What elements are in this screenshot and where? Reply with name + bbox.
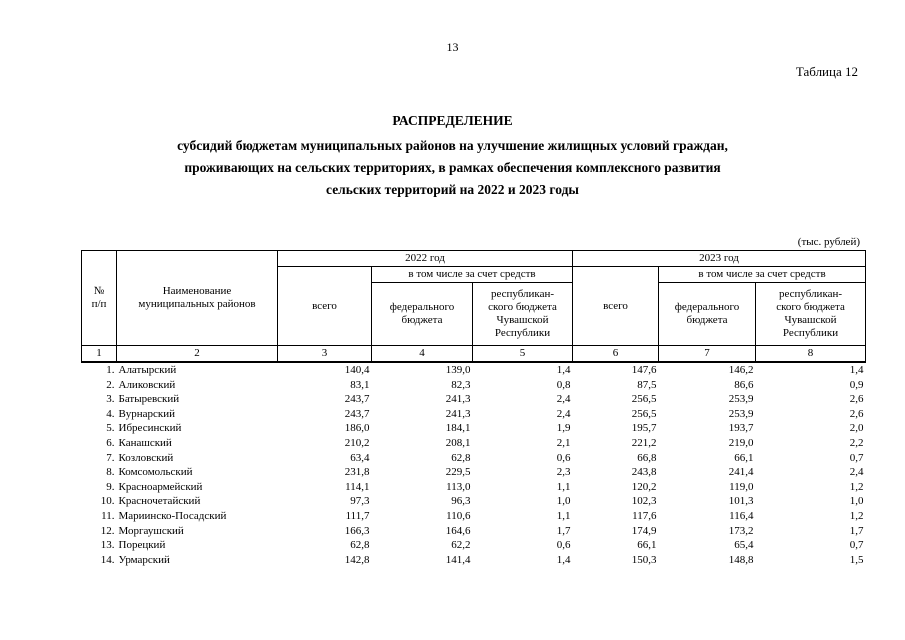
district-name: Канашский [118,436,172,449]
table-row [82,362,866,378]
cell-federal-2022: 113,0 [446,480,471,493]
district-name: Вурнарский [118,407,175,420]
column-number: 7 [659,346,756,363]
header-republic-2023: республикан- ского бюджета Чувашской Республики [756,283,866,346]
column-number: 5 [473,346,573,363]
district-name: Батыревский [118,393,180,406]
district-name: Ибресинский [118,422,182,435]
cell-total-2022: 243,7 [344,393,370,406]
cell-total-2022: 97,3 [350,495,370,508]
cell-federal-2023: 116,4 [729,509,754,522]
row-number: 10. [100,495,115,508]
cell-federal-2023: 66,1 [734,451,754,464]
cell-republic-2022: 2,3 [556,466,571,479]
cell-federal-2022: 229,5 [445,466,471,479]
table-row [82,407,866,422]
header-total-2023: всего [573,267,659,346]
cell-republic-2022: 1,9 [556,422,571,435]
cell-republic-2022: 2,4 [556,407,571,420]
cell-total-2023: 66,8 [637,451,657,464]
cell-total-2023: 147,6 [631,364,657,376]
cell-republic-2022: 0,8 [556,378,571,391]
cell-federal-2023: 173,2 [728,524,754,537]
cell-republic-2023: 2,2 [849,436,864,449]
header-year-2023: 2023 год [573,251,866,267]
cell-republic-2023: 0,9 [849,378,864,391]
header-including-2022: в том числе за счет средств [372,267,573,283]
header-republic-2022: республикан- ского бюджета Чувашской Республики [473,283,573,346]
cell-total-2022: 231,8 [344,466,370,479]
page-number: 13 [446,40,459,54]
row-number: 9. [106,480,115,493]
document-title [0,113,905,201]
cell-republic-2022: 2,4 [556,393,571,406]
table-row [82,392,866,407]
subsidy-table [81,250,866,567]
cell-federal-2022: 208,1 [445,436,471,449]
cell-federal-2023: 253,9 [728,393,754,406]
district-name: Козловский [118,451,174,464]
cell-total-2022: 114,1 [345,480,370,493]
cell-total-2022: 243,7 [344,407,370,420]
cell-total-2022: 62,8 [350,539,370,552]
cell-federal-2022: 241,3 [445,407,471,420]
title-line-1: субсидий бюджетам муниципальных районов на улучшение жилищных условий граждан, [177,138,728,153]
cell-total-2023: 195,7 [631,422,657,435]
cell-republic-2022: 1,4 [556,553,571,566]
table-row [82,465,866,480]
cell-federal-2022: 141,4 [445,553,471,566]
cell-total-2023: 87,5 [637,378,657,391]
title-line-2: проживающих на сельских территориях, в рамках обеспечения комплексного развития [184,160,721,175]
cell-republic-2022: 1,1 [556,509,571,522]
cell-republic-2023: 2,6 [849,393,864,406]
cell-total-2022: 186,0 [344,422,370,435]
row-number: 11. [101,509,115,522]
cell-federal-2022: 139,0 [445,364,471,376]
row-number: 12. [100,524,115,537]
cell-total-2023: 256,5 [631,407,657,420]
table-row [82,378,866,393]
table-row [82,480,866,495]
cell-total-2022: 63,4 [350,451,370,464]
row-number: 13. [100,539,115,552]
district-name: Комсомольский [118,466,193,479]
cell-republic-2022: 2,1 [556,436,571,449]
cell-republic-2022: 1,1 [556,480,571,493]
row-number: 5. [106,422,115,435]
cell-total-2023: 150,3 [631,553,657,566]
table-row [82,494,866,509]
cell-republic-2022: 0,6 [556,451,571,464]
cell-republic-2022: 1,0 [556,495,571,508]
cell-federal-2023: 65,4 [734,539,754,552]
row-number: 7. [106,451,115,464]
cell-republic-2023: 1,2 [849,509,864,522]
cell-federal-2023: 241,4 [728,466,754,479]
column-number: 2 [117,346,278,363]
cell-total-2022: 140,4 [344,364,370,376]
header-number: № п/п [82,251,117,346]
district-name: Моргаушский [118,524,184,537]
cell-republic-2022: 0,6 [556,539,571,552]
column-number: 6 [573,346,659,363]
cell-total-2023: 243,8 [631,466,657,479]
cell-federal-2022: 82,3 [451,378,471,391]
cell-federal-2023: 101,3 [728,495,754,508]
row-number: 8. [106,466,115,479]
district-name: Аликовский [118,378,176,391]
table-body [82,362,866,567]
row-number: 4. [106,407,115,420]
header-federal-2022: федерального бюджета [372,283,473,346]
cell-total-2023: 120,2 [631,480,657,493]
cell-total-2022: 83,1 [350,378,370,391]
table-row [82,553,866,568]
cell-federal-2023: 148,8 [728,553,754,566]
table-row [82,436,866,451]
cell-republic-2023: 1,7 [849,524,864,537]
cell-federal-2023: 119,0 [729,480,754,493]
header-federal-2023: федерального бюджета [659,283,756,346]
cell-total-2023: 174,9 [631,524,657,537]
header-district-name: Наименование муниципальных районов [117,251,278,346]
cell-republic-2023: 2,4 [849,466,864,479]
row-number: 1. [106,364,115,376]
cell-federal-2022: 62,8 [451,451,471,464]
table-header [82,251,866,363]
cell-total-2023: 221,2 [631,436,657,449]
cell-republic-2022: 1,7 [556,524,571,537]
cell-federal-2022: 164,6 [445,524,471,537]
units-note: (тыс. рублей) [797,236,860,248]
district-name: Красноармейский [118,480,203,493]
cell-federal-2023: 253,9 [728,407,754,420]
column-number: 1 [82,346,117,363]
district-name: Мариинско-Посадский [118,509,227,522]
header-including-2023: в том числе за счет средств [659,267,866,283]
cell-total-2022: 166,3 [344,524,370,537]
cell-total-2022: 210,2 [344,436,370,449]
cell-republic-2023: 2,6 [849,407,864,420]
cell-federal-2023: 193,7 [728,422,754,435]
column-number: 3 [278,346,372,363]
table-label: Таблица 12 [795,64,858,79]
column-number: 8 [756,346,866,363]
header-total-2022: всего [278,267,372,346]
row-number: 6. [106,436,115,449]
cell-federal-2022: 96,3 [451,495,471,508]
cell-federal-2023: 86,6 [734,378,754,391]
cell-republic-2023: 2,0 [849,422,864,435]
row-number: 3. [106,393,115,406]
title-line-3: сельских территорий на 2022 и 2023 годы [326,182,579,197]
table-row [82,421,866,436]
cell-federal-2022: 241,3 [445,393,471,406]
cell-total-2022: 111,7 [345,509,370,522]
cell-republic-2023: 1,5 [849,553,864,566]
cell-federal-2022: 184,1 [445,422,471,435]
header-year-2022: 2022 год [278,251,573,267]
cell-republic-2023: 1,2 [849,480,864,493]
title-main: РАСПРЕДЕЛЕНИЕ [392,113,513,128]
row-number: 14. [100,553,115,566]
cell-republic-2023: 1,0 [849,495,864,508]
cell-total-2023: 66,1 [637,539,657,552]
district-name: Красночетайский [118,495,201,508]
row-number: 2. [106,378,115,391]
cell-federal-2022: 62,2 [451,539,471,552]
table-row [82,451,866,466]
district-name: Урмарский [118,553,170,566]
cell-republic-2022: 1,4 [556,364,571,376]
cell-total-2023: 117,6 [632,509,657,522]
column-number: 4 [372,346,473,363]
cell-total-2022: 142,8 [344,553,370,566]
cell-federal-2022: 110,6 [446,509,471,522]
cell-republic-2023: 1,4 [849,364,864,376]
district-name: Алатырский [118,364,177,376]
table-row [82,509,866,524]
cell-federal-2023: 219,0 [728,436,754,449]
cell-total-2023: 102,3 [631,495,657,508]
table-row [82,524,866,539]
table-row [82,538,866,553]
cell-total-2023: 256,5 [631,393,657,406]
cell-federal-2023: 146,2 [728,364,754,376]
cell-republic-2023: 0,7 [849,539,864,552]
district-name: Порецкий [118,539,166,552]
cell-republic-2023: 0,7 [849,451,864,464]
